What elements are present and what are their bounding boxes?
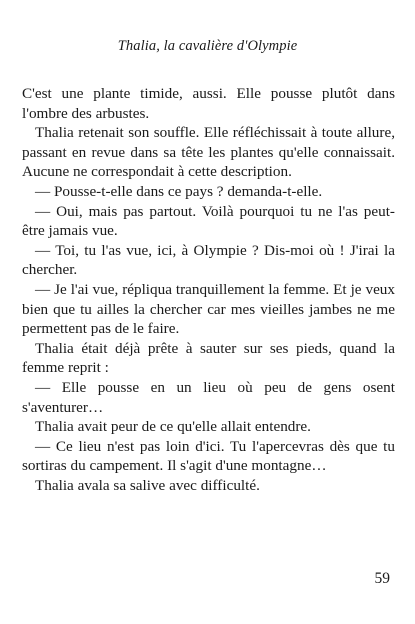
paragraph: C'est une plante timide, aussi. Elle pousse plutôt dans l'ombre des arbustes. <box>22 85 395 122</box>
paragraph: — Ce lieu n'est pas loin d'ici. Tu l'apercevras dès que tu sortiras du campement. Il s'agit d'une montagne… <box>22 437 395 475</box>
paragraph: Thalia était déjà prête à sauter sur ses pieds, quand la femme reprit : <box>22 339 395 377</box>
paragraph: — Je l'ai vue, répliqua tranquillement la femme. Et je veux bien que tu ailles la chercher car mes vieilles jambes ne me permettent pas de le faire. <box>22 280 395 338</box>
paragraph: Thalia avala sa salive avec difficulté. <box>35 476 260 494</box>
running-head: Thalia, la cavalière d'Olympie <box>117 38 298 54</box>
paragraph: — Oui, mais pas partout. Voilà pourquoi tu ne l'as peut-être jamais vue. <box>22 202 395 240</box>
body-text <box>22 84 395 495</box>
paragraph: — Pousse-t-elle dans ce pays ? demanda-t-elle. <box>35 182 323 200</box>
paragraph: Thalia avait peur de ce qu'elle allait entendre. <box>35 418 311 436</box>
paragraph: — Elle pousse en un lieu où peu de gens osent s'aventurer… <box>22 378 395 416</box>
paragraph: Thalia retenait son souffle. Elle réfléchissait à toute allure, passant en revue dans sa tête les plantes qu'elle connaissait. Aucune ne correspondait à cette description. <box>22 124 395 181</box>
page-number: 59 <box>374 570 390 587</box>
paragraph: — Toi, tu l'as vue, ici, à Olympie ? Dis-moi où ! J'irai la chercher. <box>22 241 395 279</box>
